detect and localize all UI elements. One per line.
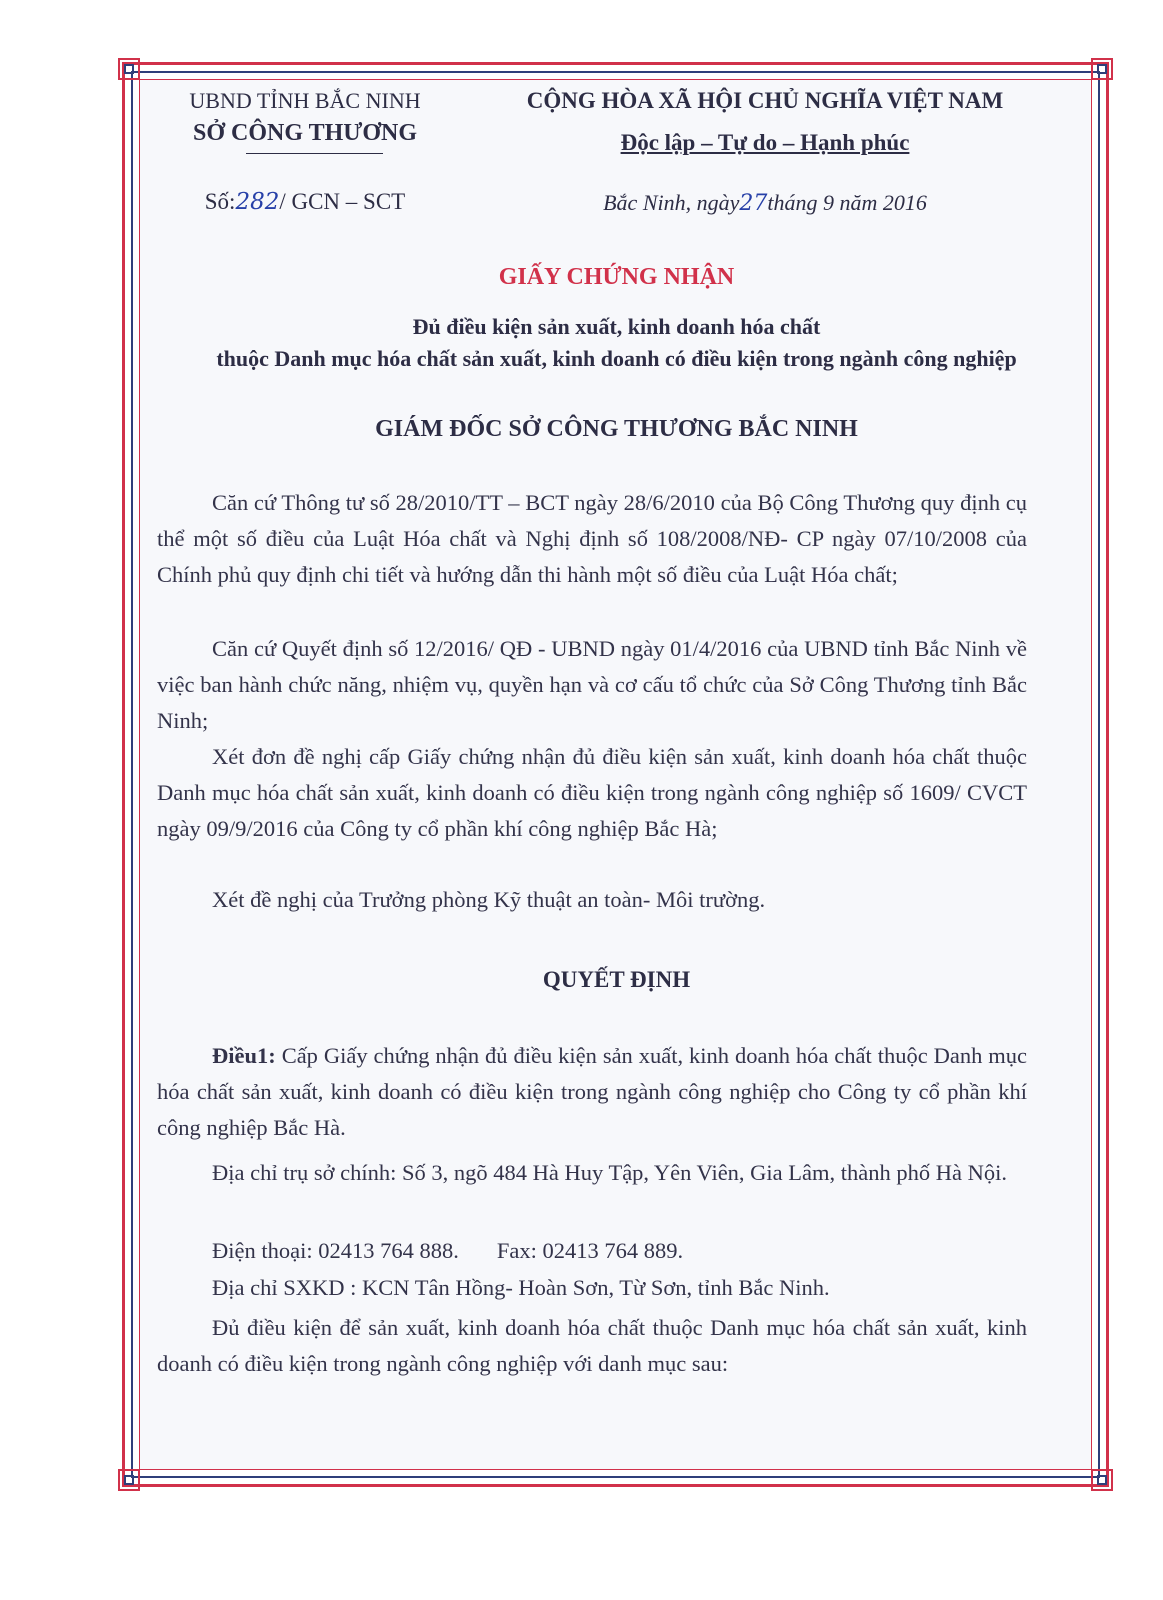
article-1-label: Điều1: [212, 1043, 276, 1068]
preamble-paragraph: Xét đơn đề nghị cấp Giấy chứng nhận đủ điều kiện sản xuất, kinh doanh hóa chất thuộc Danh mục hóa chất sản xuất, kinh doanh có điều kiện trong ngành công nghiệp số 1609/ CVCT ngày 09/9/2016 của Công ty cổ phần khí công nghiệp Bắc Hà; [157, 744, 1027, 841]
doc-number-prefix: Số: [204, 189, 236, 214]
director-heading: GIÁM ĐỐC SỞ CÔNG THƯƠNG BẮC NINH [375, 416, 858, 442]
preamble-paragraph: Căn cứ Thông tư số 28/2010/TT – BCT ngày 28/6/2010 của Bộ Công Thương quy định cụ thể một số điều của Luật Hóa chất và Nghị định số 108/2008/NĐ- CP ngày 07/10/2008 của Chính phủ quy định chi tiết và hướng dẫn thi hành một số điều của Luật Hóa chất; [157, 490, 1027, 587]
decision-heading: QUYẾT ĐỊNH [542, 967, 691, 992]
contact-line [157, 1233, 1027, 1269]
issuing-department: SỞ CÔNG THƯƠNG [192, 120, 418, 146]
day-handwritten: 27 [739, 191, 768, 216]
border-corner-ornament [1091, 58, 1113, 80]
certificate-subtitle-line1: Đủ điều kiện sản xuất, kinh doanh hóa chất [412, 314, 821, 339]
place-date-prefix: Bắc Ninh, ngày [603, 190, 740, 215]
place-date-suffix: tháng 9 năm 2016 [767, 190, 927, 215]
border-corner-ornament [1091, 1469, 1113, 1491]
eligibility-statement: Đủ điều kiện để sản xuất, kinh doanh hóa chất thuộc Danh mục hóa chất sản xuất, kinh doanh có điều kiện trong ngành công nghiệp với danh mục sau: [157, 1315, 1027, 1376]
head-office-address: Địa chỉ trụ sở chính: Số 3, ngõ 484 Hà Huy Tập, Yên Viên, Gia Lâm, thành phố Hà Nội. [212, 1160, 1008, 1185]
doc-number-suffix: / GCN – SCT [279, 189, 406, 214]
phone-number: Điện thoại: 02413 764 888. [212, 1238, 459, 1263]
article-1 [157, 1038, 1027, 1146]
national-motto: Độc lập – Tự do – Hạnh phúc [620, 130, 910, 155]
doc-number-handwritten: 282 [235, 189, 280, 215]
preamble-paragraph: Căn cứ Quyết định số 12/2016/ QĐ - UBND ngày 01/4/2016 của UBND tỉnh Bắc Ninh về việc ban hành chức năng, nhiệm vụ, quyền hạn và cơ cấu tổ chức của Sở Công Thương tỉnh Bắc Ninh; [157, 636, 1027, 733]
certificate-title: GIẤY CHỨNG NHẬN [498, 264, 735, 290]
border-corner-ornament [118, 58, 140, 80]
preamble-paragraph: Xét đề nghị của Trưởng phòng Kỹ thuật an toàn- Môi trường. [212, 887, 766, 912]
document-number [160, 189, 450, 215]
production-address: Địa chỉ SXKD : KCN Tân Hồng- Hoàn Sơn, Từ Sơn, tỉnh Bắc Ninh. [212, 1275, 830, 1300]
place-and-date [480, 190, 1050, 216]
fax-number: Fax: 02413 764 889. [496, 1238, 684, 1263]
department-underline [246, 153, 383, 154]
national-title: CỘNG HÒA XÃ HỘI CHỦ NGHĨA VIỆT NAM [526, 88, 1004, 113]
issuing-agency: UBND TỈNH BẮC NINH [189, 88, 421, 113]
article-1-text: Cấp Giấy chứng nhận đủ điều kiện sản xuất, kinh doanh hóa chất thuộc Danh mục hóa chất sản xuất, kinh doanh có điều kiện trong ngành công nghiệp cho Công ty cổ phần khí công nghiệp Bắc Hà. [157, 1043, 1028, 1140]
certificate-subtitle-line2: thuộc Danh mục hóa chất sản xuất, kinh doanh có điều kiện trong ngành công nghiệp [216, 346, 1017, 371]
border-corner-ornament [118, 1469, 140, 1491]
